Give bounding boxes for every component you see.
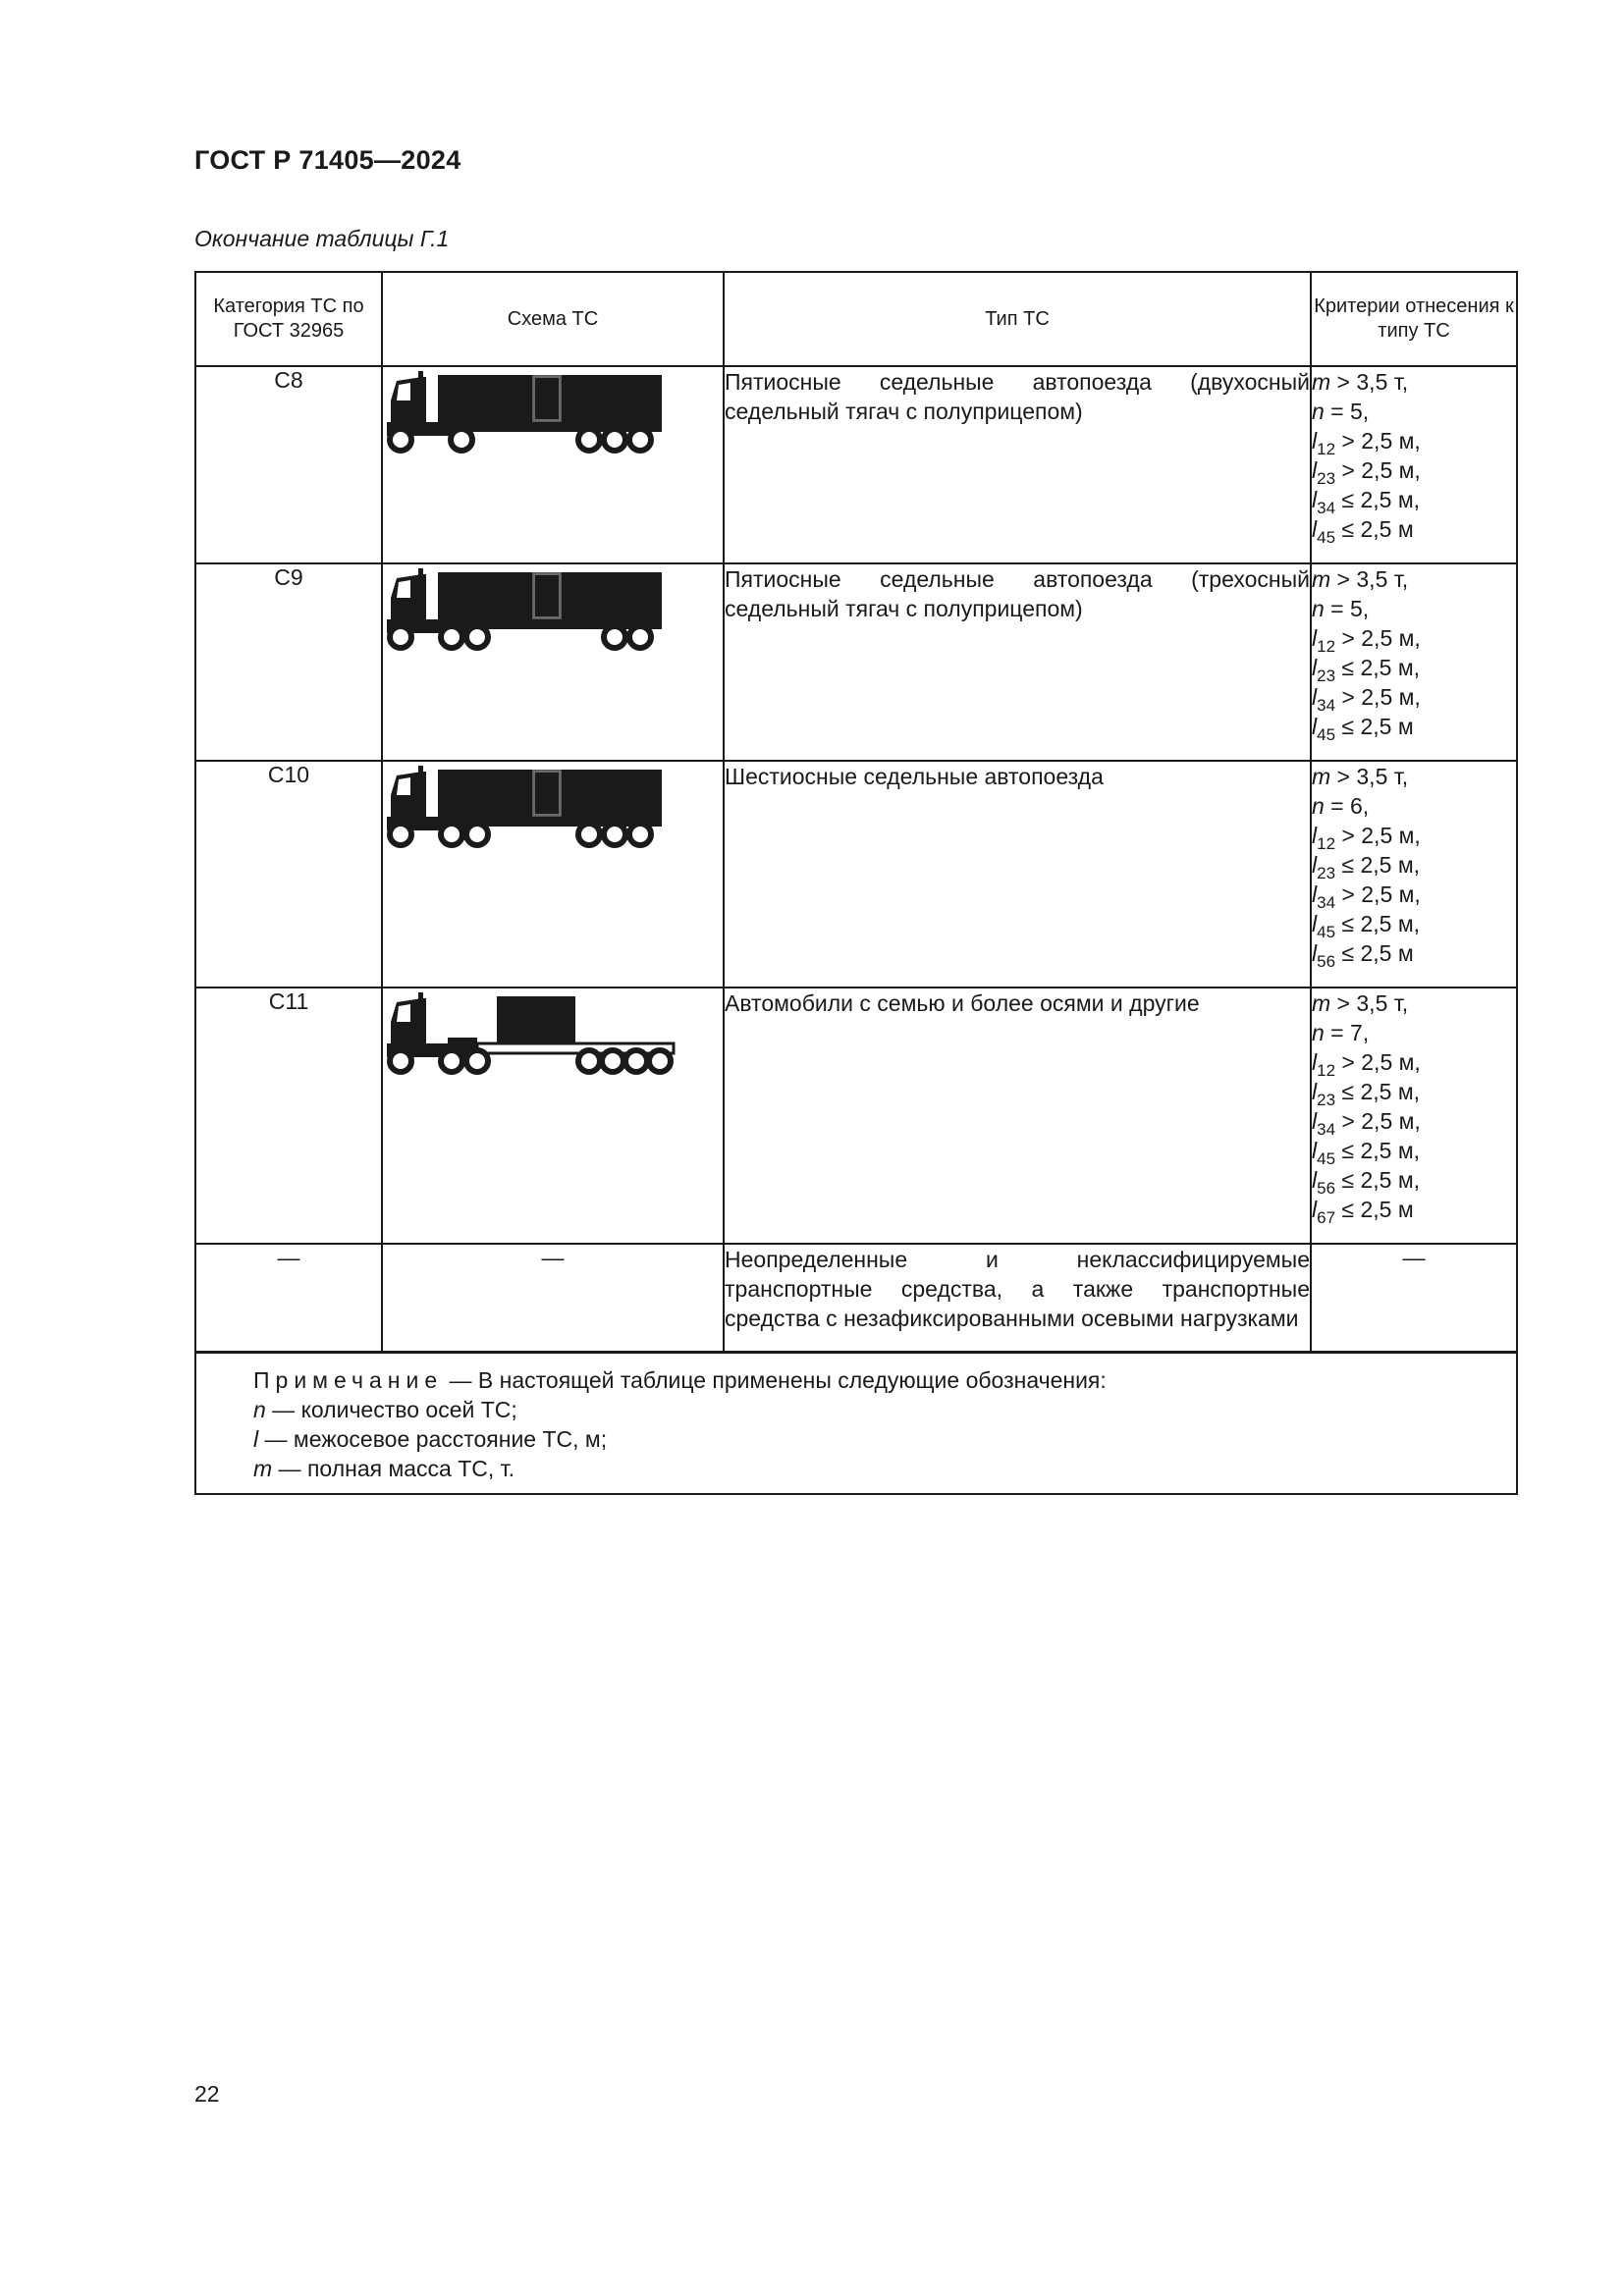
criteria-cell: — <box>1311 1244 1517 1352</box>
wheelbase-symbol: l <box>1312 911 1318 936</box>
wheelbase-index: 45 <box>1317 725 1336 744</box>
category-cell: С11 <box>195 988 382 1244</box>
wheelbase-index: 45 <box>1317 1149 1336 1168</box>
wheelbase-criterion: ≤ 2,5 м <box>1335 714 1414 739</box>
wheelbase-criterion: > 2,5 м, <box>1335 823 1421 848</box>
scheme-cell <box>382 988 724 1244</box>
table-row <box>195 1244 1517 1352</box>
mass-criterion: > 3,5 т, <box>1330 369 1409 395</box>
mass-symbol: m <box>1312 764 1331 789</box>
wheelbase-index: 34 <box>1317 893 1336 912</box>
note-symbol: l <box>253 1425 259 1452</box>
category-cell: С10 <box>195 761 382 988</box>
axle-count-symbol: n <box>1312 399 1325 424</box>
mass-symbol: m <box>1312 566 1331 592</box>
column-header-criteria: Критерии отнесения к типу ТС <box>1311 272 1517 366</box>
type-cell: Автомобили с семью и более осями и другие <box>724 988 1311 1244</box>
truck-c8-icon <box>383 367 668 457</box>
column-header-scheme: Схема ТС <box>382 272 724 366</box>
note-definition: — межосевое расстояние ТС, м; <box>258 1425 608 1452</box>
note-symbol: n <box>253 1396 266 1422</box>
wheelbase-symbol: l <box>1312 625 1318 651</box>
type-cell: Неопределенные и неклассифицируемые транспортные средства, а также транспортные средства с незафиксированными осевыми нагрузками <box>724 1244 1311 1352</box>
table-row <box>195 761 1517 988</box>
wheelbase-index: 56 <box>1317 1179 1336 1198</box>
wheelbase-index: 12 <box>1317 637 1336 656</box>
wheelbase-criterion: ≤ 2,5 м, <box>1335 1138 1421 1163</box>
column-header-type: Тип ТС <box>724 272 1311 366</box>
category-cell: С8 <box>195 366 382 563</box>
mass-criterion: > 3,5 т, <box>1330 566 1409 592</box>
wheelbase-criterion: ≤ 2,5 м <box>1335 1197 1414 1222</box>
wheelbase-criterion: > 2,5 м, <box>1335 428 1421 454</box>
criteria-cell <box>1311 988 1517 1244</box>
table-header-row <box>195 272 1517 366</box>
wheelbase-criterion: ≤ 2,5 м, <box>1335 911 1421 936</box>
mass-symbol: m <box>1312 369 1331 395</box>
criteria-cell <box>1311 366 1517 563</box>
wheelbase-criterion: ≤ 2,5 м <box>1335 940 1414 966</box>
table-caption: Окончание таблицы Г.1 <box>194 226 450 251</box>
table-row <box>195 988 1517 1244</box>
wheelbase-symbol: l <box>1312 1138 1318 1163</box>
truck-c10-icon <box>383 762 668 852</box>
wheelbase-criterion: ≤ 2,5 м, <box>1335 1079 1421 1104</box>
wheelbase-index: 34 <box>1317 499 1336 517</box>
wheelbase-symbol: l <box>1312 655 1318 680</box>
criteria-cell <box>1311 563 1517 761</box>
page-number: 22 <box>194 2081 220 2107</box>
wheelbase-index: 67 <box>1317 1208 1336 1227</box>
wheelbase-criterion: ≤ 2,5 м <box>1335 516 1414 542</box>
axle-count-criterion: = 7, <box>1324 1020 1370 1045</box>
wheelbase-symbol: l <box>1312 487 1318 512</box>
wheelbase-symbol: l <box>1312 1197 1318 1222</box>
note-definition: — количество осей ТС; <box>265 1396 517 1422</box>
axle-count-criterion: = 5, <box>1324 596 1370 621</box>
truck-c11-icon <box>383 988 677 1079</box>
wheelbase-index: 23 <box>1317 1091 1336 1109</box>
wheelbase-index: 34 <box>1317 696 1336 715</box>
wheelbase-criterion: > 2,5 м, <box>1335 684 1421 710</box>
wheelbase-index: 45 <box>1317 528 1336 547</box>
wheelbase-index: 12 <box>1317 1061 1336 1080</box>
wheelbase-criterion: ≤ 2,5 м, <box>1335 1167 1421 1193</box>
mass-criterion: > 3,5 т, <box>1330 990 1409 1016</box>
wheelbase-symbol: l <box>1312 881 1318 907</box>
wheelbase-symbol: l <box>1312 428 1318 454</box>
note-intro: — В настоящей таблице применены следующие обозначения: <box>443 1366 1107 1393</box>
criteria-cell <box>1311 761 1517 988</box>
mass-criterion: > 3,5 т, <box>1330 764 1409 789</box>
wheelbase-criterion: > 2,5 м, <box>1335 881 1421 907</box>
scheme-cell <box>382 366 724 563</box>
wheelbase-index: 23 <box>1317 667 1336 685</box>
scheme-cell: — <box>382 1244 724 1352</box>
scheme-cell <box>382 563 724 761</box>
axle-count-symbol: n <box>1312 596 1325 621</box>
category-cell: С9 <box>195 563 382 761</box>
wheelbase-index: 12 <box>1317 834 1336 853</box>
wheelbase-criterion: ≤ 2,5 м, <box>1335 852 1421 878</box>
wheelbase-index: 45 <box>1317 923 1336 941</box>
table-row <box>195 563 1517 761</box>
wheelbase-symbol: l <box>1312 940 1318 966</box>
axle-count-criterion: = 5, <box>1324 399 1370 424</box>
mass-symbol: m <box>1312 990 1331 1016</box>
wheelbase-criterion: > 2,5 м, <box>1335 1049 1421 1075</box>
wheelbase-symbol: l <box>1312 1167 1318 1193</box>
document-code: ГОСТ Р 71405—2024 <box>194 145 461 175</box>
wheelbase-symbol: l <box>1312 1108 1318 1134</box>
type-cell: Шестиосные седельные автопоезда <box>724 761 1311 988</box>
wheelbase-symbol: l <box>1312 852 1318 878</box>
wheelbase-symbol: l <box>1312 684 1318 710</box>
wheelbase-criterion: ≤ 2,5 м, <box>1335 487 1421 512</box>
wheelbase-symbol: l <box>1312 516 1318 542</box>
note-label: Примечание <box>253 1366 444 1393</box>
column-header-category: Категория ТС по ГОСТ 32965 <box>195 272 382 366</box>
axle-count-symbol: n <box>1312 1020 1325 1045</box>
table-note-row <box>195 1352 1517 1494</box>
type-cell: Пятиосные седельные автопоезда (трехосный седельный тягач с полуприцепом) <box>724 563 1311 761</box>
wheelbase-index: 12 <box>1317 440 1336 458</box>
scheme-cell <box>382 761 724 988</box>
wheelbase-index: 56 <box>1317 952 1336 971</box>
wheelbase-symbol: l <box>1312 1079 1318 1104</box>
table-row <box>195 366 1517 563</box>
vehicle-category-table <box>194 271 1518 1495</box>
wheelbase-symbol: l <box>1312 1049 1318 1075</box>
wheelbase-index: 23 <box>1317 864 1336 882</box>
category-cell: — <box>195 1244 382 1352</box>
axle-count-symbol: n <box>1312 793 1325 819</box>
wheelbase-criterion: > 2,5 м, <box>1335 625 1421 651</box>
wheelbase-index: 23 <box>1317 469 1336 488</box>
type-cell: Пятиосные седельные автопоезда (двухосный седельный тягач с полуприцепом) <box>724 366 1311 563</box>
note-definition: — полная масса ТС, т. <box>272 1455 515 1481</box>
note-symbol: m <box>253 1455 273 1481</box>
table-note <box>195 1352 1517 1494</box>
axle-count-criterion: = 6, <box>1324 793 1370 819</box>
wheelbase-symbol: l <box>1312 457 1318 483</box>
truck-c9-icon <box>383 564 668 655</box>
wheelbase-criterion: > 2,5 м, <box>1335 1108 1421 1134</box>
wheelbase-symbol: l <box>1312 714 1318 739</box>
wheelbase-symbol: l <box>1312 823 1318 848</box>
wheelbase-criterion: ≤ 2,5 м, <box>1335 655 1421 680</box>
wheelbase-index: 34 <box>1317 1120 1336 1139</box>
wheelbase-criterion: > 2,5 м, <box>1335 457 1421 483</box>
